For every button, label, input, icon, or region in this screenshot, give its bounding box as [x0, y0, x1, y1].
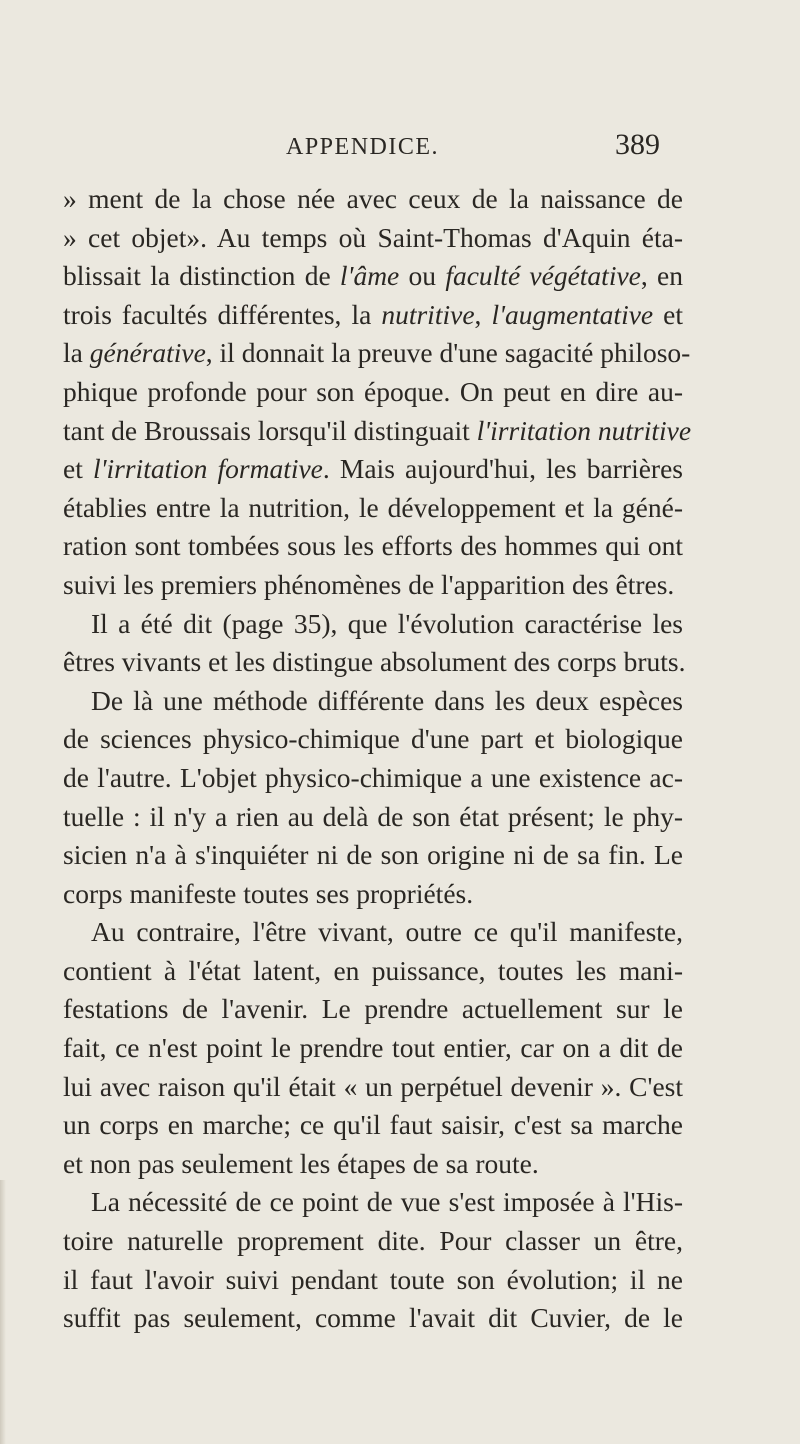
- text-line: lui avec raison qu'il était « un perpétuel devenir ». C'est: [63, 1070, 683, 1102]
- text-line: La nécessité de ce point de vue s'est imposée à l'His-: [91, 1186, 683, 1218]
- italic-term: faculté végétative: [445, 260, 641, 292]
- text-line: êtres vivants et les distingue absolument des corps bruts.: [63, 646, 686, 678]
- text-line: De là une méthode différente dans les deux espèces: [91, 684, 683, 716]
- text-line: un corps en marche; ce qu'il faut saisir, c'est sa marche: [63, 1109, 683, 1141]
- text-line: trois facultés différentes, la nutritive, l'augmentative et: [63, 298, 684, 330]
- italic-term: l'augmentative: [491, 298, 654, 330]
- text-line: Au contraire, l'être vivant, outre ce qu'il manifeste,: [91, 916, 683, 948]
- text-line: toire naturelle proprement dite. Pour classer un être,: [63, 1225, 683, 1257]
- page-number: 389: [615, 128, 660, 161]
- page-edge-shadow: [0, 1180, 6, 1444]
- body-text: [63, 180, 692, 1338]
- text-line: et non pas seulement les étapes de sa route.: [63, 1147, 539, 1179]
- text-line: la générative, il donnait la preuve d'une sagacité philoso-: [63, 337, 691, 369]
- italic-term: nutritive: [381, 298, 475, 330]
- text-line: suffit pas seulement, comme l'avait dit Cuvier, de le: [63, 1302, 683, 1334]
- italic-term: l'irritation formative: [92, 453, 323, 485]
- text-line: » cet objet». Au temps où Saint-Thomas d'Aquin éta-: [63, 221, 683, 253]
- italic-term: générative: [89, 337, 206, 369]
- text-line: il faut l'avoir suivi pendant toute son évolution; il ne: [63, 1263, 683, 1295]
- italic-term: l'irritation nutritive: [476, 414, 692, 446]
- text-line: tant de Broussais lorsqu'il distinguait l'irritation nutritive: [63, 414, 692, 446]
- text-line: de sciences physico-chimique d'une part et biologique: [63, 723, 683, 755]
- text-line: suivi les premiers phénomènes de l'apparition des êtres.: [63, 568, 675, 600]
- text-line: blissait la distinction de l'âme ou faculté végétative, en: [63, 260, 683, 292]
- text-line: fait, ce n'est point le prendre tout entier, car on a dit de: [63, 1032, 683, 1064]
- text-line: ration sont tombées sous les efforts des hommes qui ont: [63, 530, 683, 562]
- text-line: de l'autre. L'objet physico-chimique a une existence ac-: [63, 761, 683, 793]
- text-line: établies entre la nutrition, le développement et la géné-: [63, 491, 683, 523]
- text-line: contient à l'état latent, en puissance, toutes les mani-: [63, 954, 683, 986]
- text-line: » ment de la chose née avec ceux de la naissance de: [63, 183, 683, 214]
- text-line: sicien n'a à s'inquiéter ni de son origine ni de sa fin. Le: [63, 839, 683, 871]
- text-line: tuelle : il n'y a rien au delà de son état présent; le phy-: [63, 800, 683, 832]
- text-line: Il a été dit (page 35), que l'évolution caractérise les: [91, 607, 683, 639]
- text-line: et l'irritation formative. Mais aujourd'hui, les barrières: [63, 453, 683, 485]
- italic-term: l'âme: [339, 260, 400, 292]
- running-title: APPENDICE.: [286, 134, 440, 160]
- text-line: festations de l'avenir. Le prendre actuellement sur le: [63, 993, 683, 1025]
- running-header: [0, 128, 800, 164]
- text-line: phique profonde pour son époque. On peut en dire au-: [63, 375, 683, 407]
- text-line: corps manifeste toutes ses propriétés.: [63, 877, 474, 909]
